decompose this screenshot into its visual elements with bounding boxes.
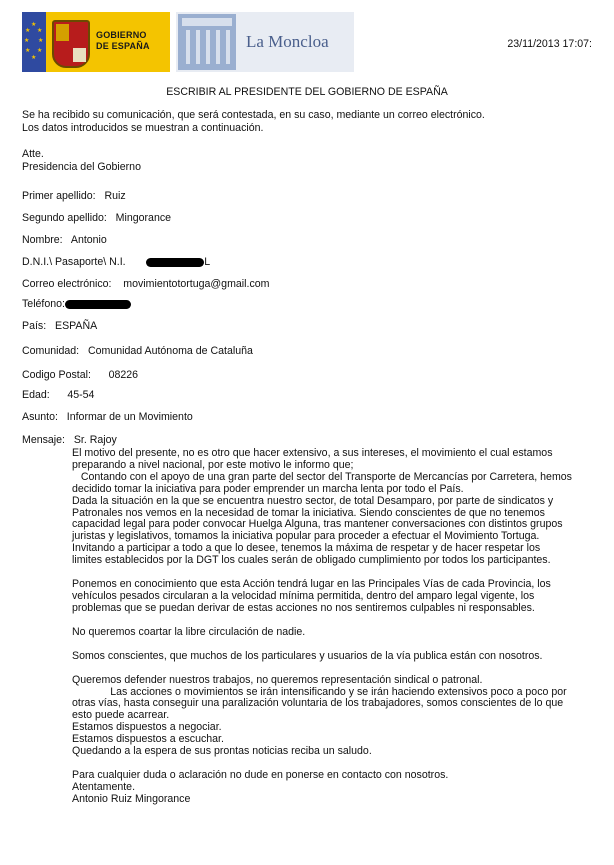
message-body	[72, 448, 592, 806]
field-value: L	[204, 256, 211, 268]
field-label: Primer apellido:	[22, 190, 96, 202]
message-line: Contando con el apoyo de una gran parte del sector del Transporte de Mercancías por Carretera, hemos	[72, 470, 572, 483]
message-line: Ponemos en conocimiento que esta Acción tendrá lugar en las Principales Vías de cada Provincia, los	[72, 578, 551, 591]
gobierno-logo-text: GOBIERNO DE ESPAÑA	[96, 30, 150, 51]
field-value: 45-54	[67, 389, 95, 401]
field-label: País:	[22, 320, 47, 332]
field-value: Sr. Rajoy	[73, 434, 117, 446]
message-line: No queremos coartar la libre circulación de nadie.	[72, 625, 306, 638]
message-line: decidido tomar la iniciativa para poder emprender un marcha lenta por todo el País.	[72, 482, 464, 495]
message-line: Atentamente.	[72, 780, 136, 793]
field-label: D.N.I.\ Pasaporte\ N.I.	[22, 256, 126, 268]
message-spacer	[72, 663, 592, 675]
field-value: Antonio	[70, 234, 107, 246]
message-line: otras vías, hasta conseguir una paralización voluntaria de los trabajadores, somos conscientes de lo que	[72, 697, 564, 710]
field-comunidad	[22, 345, 253, 358]
field-label: Edad:	[22, 389, 50, 401]
field-codigo-postal	[22, 369, 138, 382]
redaction-mark	[65, 300, 131, 309]
moncloa-building-icon	[178, 14, 236, 70]
print-datetime: 23/11/2013 17:07:	[507, 38, 592, 50]
message-line: Estamos dispuestos a escuchar.	[72, 733, 224, 746]
field-label: Correo electrónico:	[22, 278, 112, 290]
message-line: Antonio Ruiz Mingorance	[72, 792, 191, 805]
field-pais	[22, 320, 97, 333]
field-value: Comunidad Autónoma de Cataluña	[87, 345, 253, 357]
field-correo	[22, 278, 269, 291]
message-line: problemas que se puedan derivar de estas acciones no nos sentiremos culpables ni responsables.	[72, 601, 535, 614]
gobierno-de-espana-logo	[22, 12, 170, 72]
message-line: Patronales nos vemos en la necesidad de tomar la iniciativa. Siendo conscientes de que no tenemos	[72, 506, 545, 519]
coat-of-arms-icon	[52, 20, 90, 68]
message-line: esto puede acarrear.	[72, 709, 170, 722]
message-line: Las acciones o movimientos se irán intensificando y se irán haciendo extensivos poco a poco por	[72, 685, 567, 698]
field-label: Codigo Postal:	[22, 369, 91, 381]
field-value: Mingorance	[115, 212, 172, 224]
field-label: Nombre:	[22, 234, 63, 246]
message-line: vehículos pesados circularan a la velocidad mínima permitida, dentro del amparo legal vigente, los	[72, 589, 535, 602]
message-line: Dada la situación en la que se encuentra nuestro sector, de total Desamparo, por parte de sindicatos y	[72, 494, 554, 507]
field-label: Mensaje:	[22, 434, 65, 446]
message-line: juristas y legislativos, tomamos la iniciativa popular para proceder a efectuar el Movimiento Tortuga.	[72, 530, 540, 543]
message-spacer	[72, 615, 592, 627]
field-value: Informar de un Movimiento	[66, 411, 193, 423]
field-label: Comunidad:	[22, 345, 80, 357]
field-mensaje	[22, 434, 117, 447]
field-asunto	[22, 411, 193, 424]
page-header	[22, 12, 592, 72]
message-line: El motivo del presente, no es otro que hacer extensivo, a sus intereses, el movimiento el cual estamos	[72, 447, 553, 459]
message-line: Somos conscientes, que muchos de los particulares y usuarios de la vía publica están con nosotros.	[72, 649, 543, 662]
redaction-mark	[146, 258, 204, 267]
field-value: 08226	[108, 369, 139, 381]
page-title: ESCRIBIR AL PRESIDENTE DEL GOBIERNO DE ESPAÑA	[166, 86, 448, 98]
field-edad	[22, 389, 94, 402]
eu-flag-icon: ★ ★ ★ ★ ★ ★ ★ ★	[22, 12, 46, 72]
field-dni	[22, 256, 210, 269]
sign-off-atte: Atte.	[22, 148, 44, 160]
field-primer-apellido	[22, 190, 126, 203]
message-line: Para cualquier duda o aclaración no dude en ponerse en contacto con nosotros.	[72, 768, 449, 781]
message-line: Queremos defender nuestros trabajos, no queremos representación sindical o patronal.	[72, 673, 483, 686]
field-label: Asunto:	[22, 411, 58, 423]
sign-off-presidencia: Presidencia del Gobierno	[22, 161, 141, 173]
la-moncloa-logo	[176, 12, 354, 72]
field-segundo-apellido	[22, 212, 171, 225]
field-value: Ruiz	[104, 190, 126, 202]
message-line: Quedando a la espera de sus prontas noticias reciba un saludo.	[72, 745, 372, 758]
field-label: Segundo apellido:	[22, 212, 107, 224]
field-label: Teléfono:	[22, 298, 65, 310]
field-nombre	[22, 234, 107, 247]
field-value: movimientotortuga@gmail.com	[123, 278, 270, 290]
field-value: ESPAÑA	[55, 320, 98, 332]
field-telefono	[22, 298, 131, 311]
message-line: preparando a nivel nacional, por este motivo le informo que;	[72, 458, 354, 471]
message-line: limites establecidos por la DGT los cuales serán de obligado cumplimiento por todos los participantes.	[72, 554, 551, 567]
intro-line-1: Se ha recibido su comunicación, que será contestada, en su caso, mediante un correo electrónico.	[22, 109, 485, 121]
message-line: Invitando a participar a todo a que lo desee, tenemos la máxima de respetar y de hacer respetar los	[72, 542, 541, 555]
message-line: Estamos dispuestos a negociar.	[72, 721, 222, 734]
moncloa-logo-text: La Moncloa	[246, 32, 329, 51]
message-line: capacidad legal para poder convocar Huelga Alguna, tras mantener conversaciones con distintos grupos	[72, 518, 563, 531]
message-spacer	[72, 639, 592, 651]
intro-line-2: Los datos introducidos se muestran a continuación.	[22, 122, 264, 134]
